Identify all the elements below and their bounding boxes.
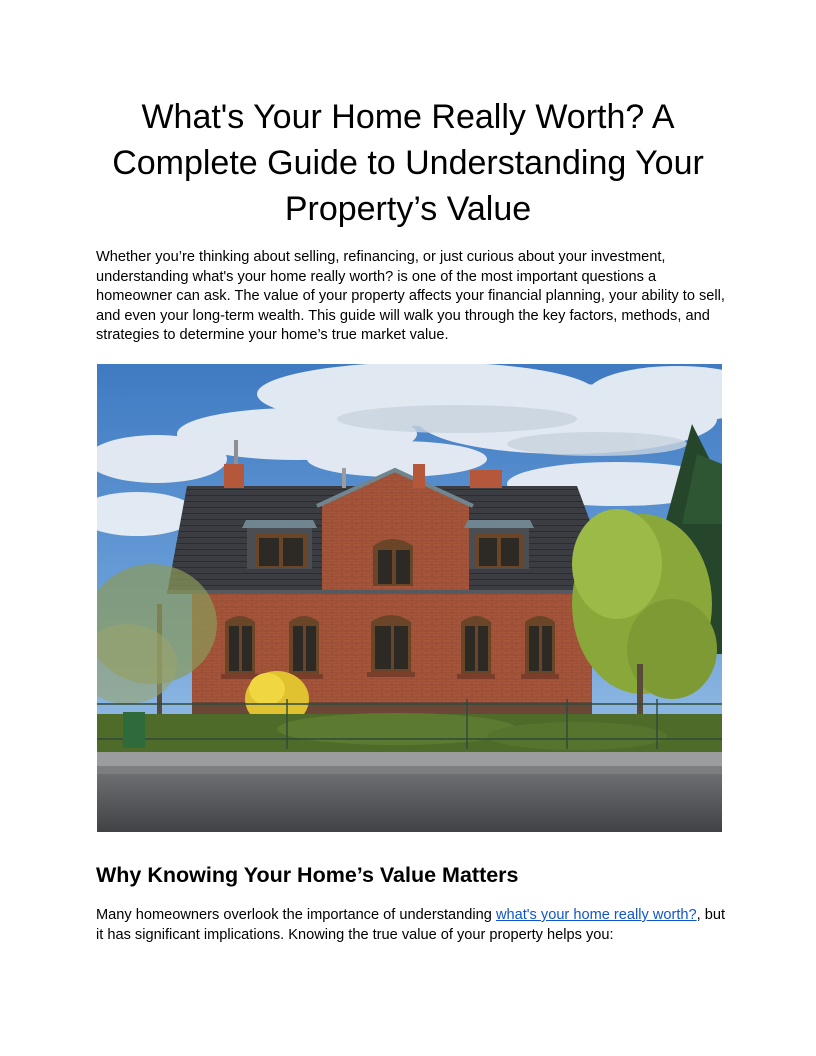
section-paragraph <box>96 906 726 945</box>
house-photo <box>97 364 722 832</box>
home-worth-link[interactable]: what's your home really worth? <box>495 907 697 923</box>
paragraph-text-before-link: Many homeowners overlook the importance of understanding <box>96 907 496 923</box>
intro-paragraph: Whether you’re thinking about selling, refinancing, or just curious about your investment, understanding what's your home really worth? is one of the most important questions a homeowner can ask. The value of your property affects your financial planning, your ability to sell, and even your long-term wealth. This guide will walk you through the key factors, methods, and strategies to determine your home’s true market value. <box>96 249 725 344</box>
section-heading: Why Knowing Your Home’s Value Matters <box>96 863 519 887</box>
paragraph-text-after-link: , but it has significant implications. Knowing the true value of your property helps you: <box>96 907 726 943</box>
document-title: What's Your Home Really Worth? A Complete Guide to Understanding Your Property’s Value <box>112 98 704 228</box>
